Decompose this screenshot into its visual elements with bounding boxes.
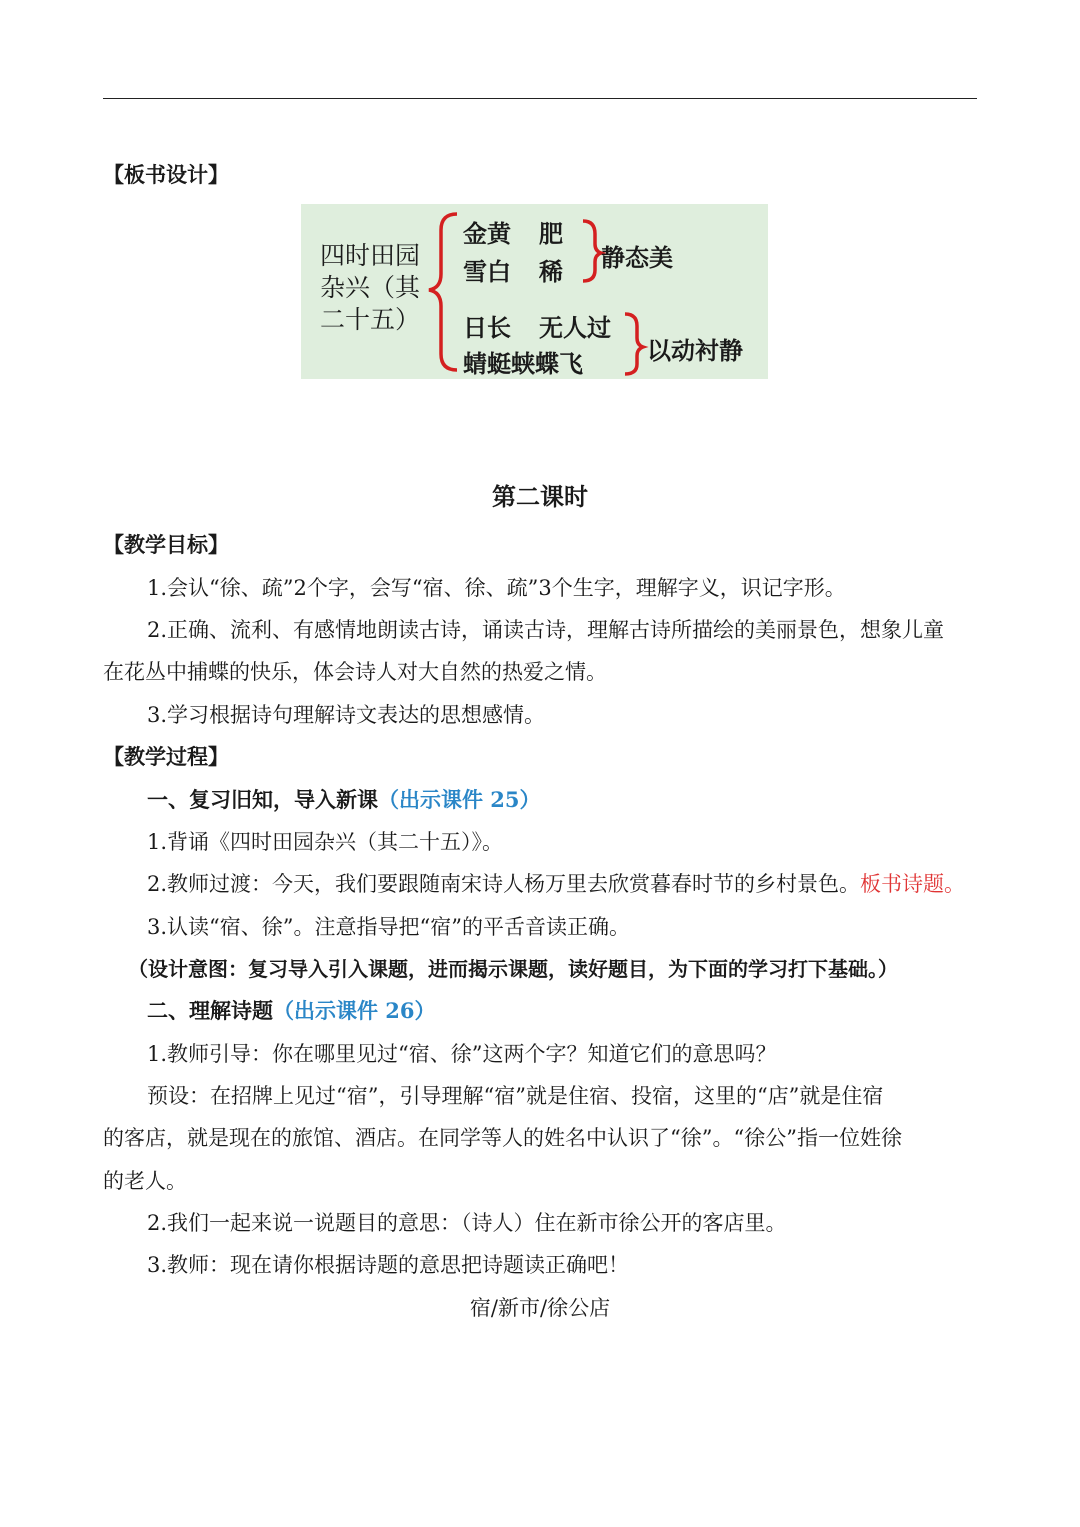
part1-item-2-red-note: 板书诗题。 [860, 872, 966, 896]
goal-item-1: 1.会认“徐、疏”2个字，会写“宿、徐、疏”3个生字，理解字义，识记字形。 [147, 576, 846, 600]
reading-split: 宿/新市/徐公店 [469, 1296, 611, 1320]
part1-title: 一、复习旧知，导入新课 [147, 787, 378, 812]
part2-item-1: 1.教师引导：你在哪里见过“宿、徐”这两个字？知道它们的意思吗？ [147, 1042, 777, 1066]
part1-courseware-note: （出示课件 25） [378, 787, 541, 812]
board-cell-no-one-passes: 无人过 [539, 313, 611, 342]
board-cell-long-day: 日长 [463, 313, 511, 342]
part1-item-2 [147, 869, 965, 899]
board-design-heading: 【板书设计】 [103, 162, 229, 187]
board-cell-sparse: 稀 [539, 257, 563, 286]
board-poem-title-line2: 杂兴（其 [320, 273, 421, 302]
part2-heading [147, 996, 436, 1026]
static-brace [583, 221, 601, 281]
part2-item-2: 2.我们一起来说一说题目的意思：（诗人）住在新市徐公开的客店里。 [147, 1211, 787, 1235]
goals-heading: 【教学目标】 [103, 532, 229, 557]
board-poem-title-line1: 四时田园 [320, 241, 421, 270]
dynamic-brace [625, 314, 643, 374]
board-poem-title-line3: 二十五） [320, 305, 421, 334]
part1-item-3: 3.认读“宿、徐”。注意指导把“宿”的平舌音读正确。 [147, 915, 630, 939]
design-intent: （设计意图：复习导入引入课题，进而揭示课题，读好题目，为下面的学习打下基础。） [128, 957, 898, 981]
part1-item-2-text: 2.教师过渡：今天，我们要跟随南宋诗人杨万里去欣赏暮春时节的乡村景色。 [147, 872, 861, 896]
board-label-motion-stillness: 以动衬静 [647, 336, 743, 365]
goal-item-2-line1: 2.正确、流利、有感情地朗读古诗，诵读古诗，理解古诗所描绘的美丽景色，想象儿童 [147, 618, 945, 642]
board-cell-snowwhite: 雪白 [463, 257, 511, 286]
part2-courseware-note: （出示课件 26） [273, 998, 436, 1023]
preset-line-1: 预设：在招牌上见过“宿”，引导理解“宿”就是住宿、投宿，这里的“店”就是住宿 [147, 1084, 884, 1108]
goal-item-3: 3.学习根据诗句理解诗文表达的思想感情。 [147, 703, 546, 727]
board-cell-golden: 金黄 [463, 219, 511, 248]
board-label-static-beauty: 静态美 [601, 243, 673, 272]
large-brace [429, 214, 457, 370]
preset-line-2: 的客店，就是现在的旅馆、酒店。在同学等人的姓名中认识了“徐”。“徐公”指一位姓徐 [103, 1126, 902, 1150]
goal-item-2-line2: 在花丛中捕蝶的快乐，体会诗人对大自然的热爱之情。 [103, 660, 607, 684]
header-rule [103, 98, 977, 99]
part1-heading [147, 785, 541, 815]
part2-title: 二、理解诗题 [147, 998, 273, 1023]
preset-line-3: 的老人。 [103, 1169, 187, 1193]
process-heading: 【教学过程】 [103, 744, 229, 769]
board-cell-dragonflies-butterflies: 蜻蜓蛱蝶飞 [463, 349, 583, 378]
board-cell-plump: 肥 [539, 219, 563, 248]
part1-item-1: 1.背诵《四时田园杂兴（其二十五）》。 [147, 830, 504, 854]
part2-item-3: 3.教师：现在请你根据诗题的意思把诗题读正确吧！ [147, 1253, 630, 1277]
section-title: 第二课时 [492, 482, 588, 511]
board-design-image [301, 204, 768, 379]
